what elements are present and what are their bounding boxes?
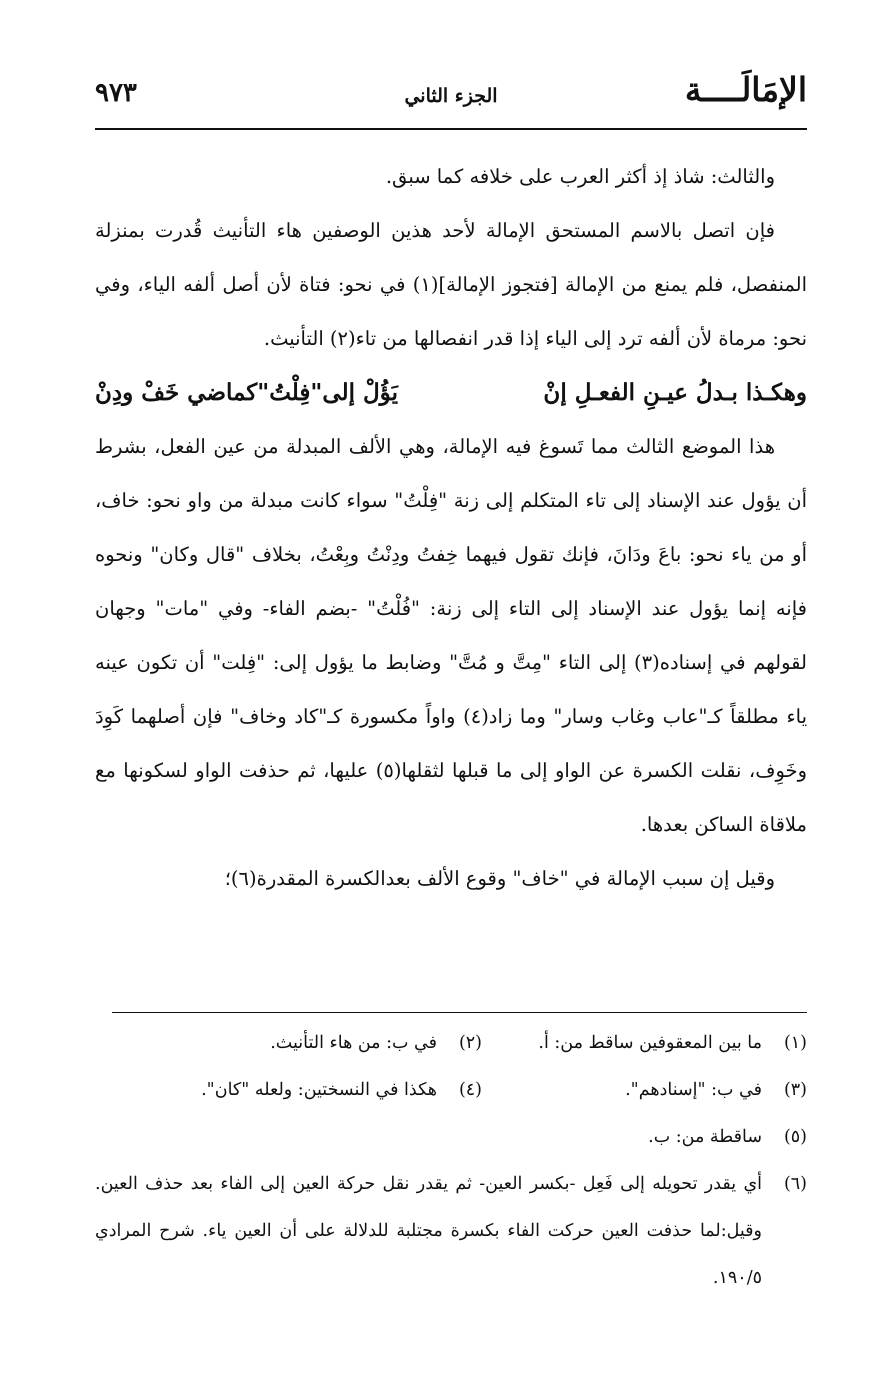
chapter-title: الإمَالَــــة [684, 70, 807, 109]
verse-first-hemistich: وهكـذا بـدلُ عيـنِ الفعـلِ إنْ [543, 379, 807, 406]
paragraph: والثالث: شاذ إذ أكثر العرب على خلافه كما سبق. [385, 165, 775, 188]
footnote-6 [95, 1161, 807, 1302]
running-header [95, 68, 807, 124]
paragraph: فإن اتصل بالاسم المستحق الإمالة لأحد هذين الوصفين هاء التأنيث قُدرت بمنزلة المنفصل، فلم يمنع من الإمالة [فتجوز الإمالة](١) في نحو: فتاة لأن أصل ألفه الياء، وفي نحو: مرماة لأن ألفه ترد إلى الياء إذا قدر انفصالها من تاء(٢) التأنيث. [95, 219, 807, 350]
footnote-number: (١) [783, 1033, 807, 1053]
footnotes [95, 1020, 807, 1302]
commentary-paragraph: وقيل إن سبب الإمالة في "خاف" وقوع الألف بعدالكسرة المقدرة(٦)؛ [224, 867, 775, 890]
verse-second-hemistich: يَؤُلْ إلى"فِلْتُ"كماضي خَفْ ودِنْ [95, 379, 398, 406]
verse-line [95, 366, 807, 420]
footnote-number: (٤) [458, 1080, 482, 1100]
footnote-text: ما بين المعقوفين ساقط من: أ. [538, 1033, 762, 1053]
footnote-text: ساقطة من: ب. [648, 1127, 762, 1147]
footnote-number: (٢) [458, 1033, 482, 1053]
footnote-text: في ب: "إسنادهم". [625, 1080, 762, 1100]
footnote-number: (٣) [783, 1080, 807, 1100]
footnote-row [95, 1067, 807, 1114]
footnote-text: في ب: من هاء التأنيث. [270, 1033, 437, 1053]
commentary-paragraph: هذا الموضع الثالث مما تَسوغ فيه الإمالة، وهي الألف المبدلة من عين الفعل، بشرط أن يؤول عند الإسناد إلى تاء المتكلم إلى زنة "فِلْتُ" سواء كانت مبدلة من واو نحو: خاف، أو من ياء نحو: باعَ ودَانَ، فإنك تقول فيهما خِفتُ ودِنْتُ وبِعْتُ، بخلاف "قال وكان" ونحوه فإنه إنما يؤول عند الإسناد إلى التاء إلى زنة: "فُلْتُ" -بضم الفاء- وفي "مات" وجهان لقولهم في إسناده(٣) إلى التاء "مِتَّ و مُتَّ" وضابط ما يؤول إلى: "فِلت" أن تكون عينه ياء مطلقاً كـ"عاب وغاب وسار" وما زاد(٤) واواً مكسورة كـ"كاد وخاف" فإن أصلهما كَوِدَ وخَوِف، نقلت الكسرة عن الواو إلى ما قبلها لثقلها(٥) عليها، ثم حذفت الواو لسكونها مع ملاقاة الساكن بعدها. [95, 435, 807, 836]
footnote-number: (٥) [783, 1127, 807, 1147]
footnote-1 [482, 1020, 807, 1067]
footnote-row [95, 1114, 807, 1161]
footnote-text: أي يقدر تحويله إلى فَعِل -بكسر العين- ثم يقدر نقل حركة العين إلى الفاء بعد حذف العين. وقيل:لما حذفت العين حركت الفاء بكسرة مجتلبة للدلالة على أن العين ياء. شرح المرادي ١٩٠/٥. [95, 1174, 762, 1288]
part-label: الجزء الثاني [404, 85, 498, 107]
footnote-divider [112, 1012, 807, 1013]
footnote-5 [482, 1114, 807, 1161]
footnote-2 [157, 1020, 482, 1067]
footnote-3 [482, 1067, 807, 1114]
footnote-text: هكذا في النسختين: ولعله "كان". [201, 1080, 437, 1100]
footnote-4 [157, 1067, 482, 1114]
page-number: ٩٧٣ [95, 78, 137, 108]
footnote-row [95, 1020, 807, 1067]
header-divider [95, 128, 807, 130]
main-text [95, 150, 807, 906]
footnote-number: (٦) [783, 1174, 807, 1194]
